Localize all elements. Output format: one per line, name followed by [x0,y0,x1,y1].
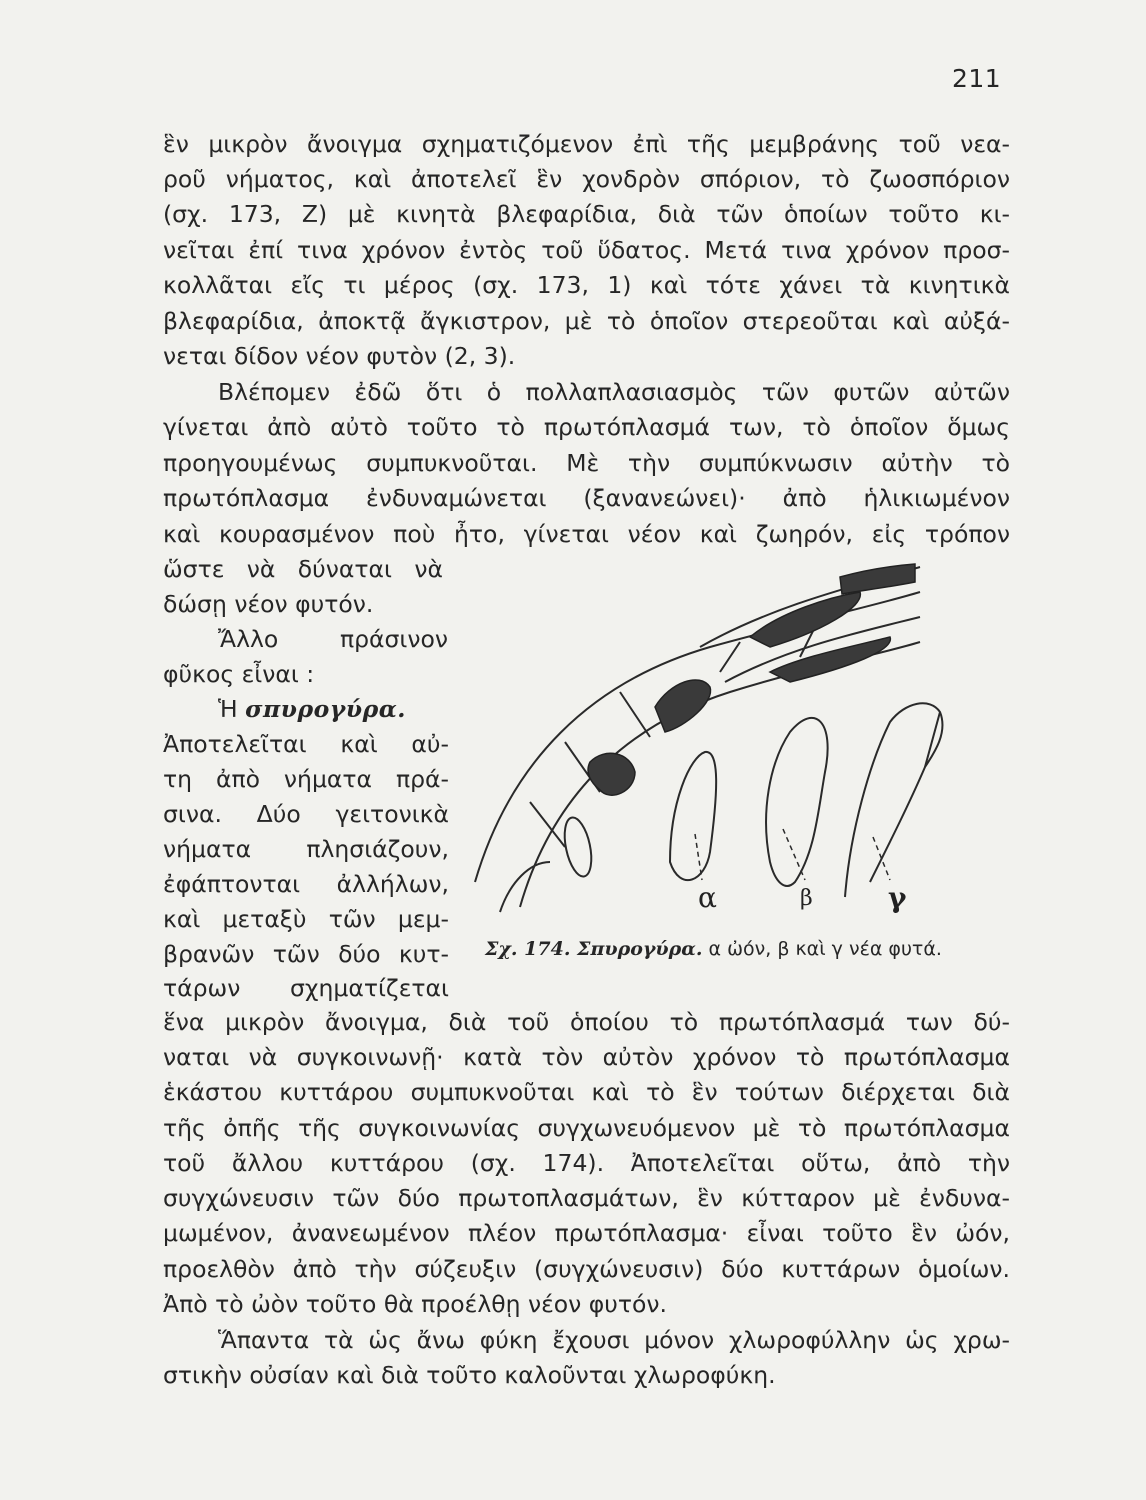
text-line: τοῦ ἄλλου κυττάρου (σχ. 174). Ἀποτελεῖται οὕτω, ἀπὸ τὴν [163,1149,1010,1177]
text-line: σινα. Δύο γειτονικὰ [163,800,449,828]
text-line: γίνεται ἀπὸ αὐτὸ τοῦτο τὸ πρωτόπλασμά των, τὸ ὁποῖον ὅμως [163,413,1010,441]
text-line: Βλέπομεν ἐδῶ ὅτι ὁ πολλαπλασιασμὸς τῶν φυτῶν αὐτῶν [218,378,1010,406]
text-line: καὶ κουρασμένον ποὺ ἦτο, γίνεται νέον καὶ ζωηρόν, εἰς τρόπον [163,520,1010,548]
young-plant-beta [766,718,828,886]
text-line: ἓν μικρὸν ἄνοιγμα σχηματιζόμενον ἐπὶ τῆς μεμβράνης τοῦ νεα- [163,130,1010,158]
text-line: Ἄλλο πράσινον [218,625,448,653]
text-line: στικὴν οὐσίαν καὶ διὰ τοῦτο καλοῦνται χλωροφύκη. [163,1361,776,1389]
text-line: ἕνα μικρὸν ἄνοιγμα, διὰ τοῦ ὁποίου τὸ πρωτόπλασμά των δύ- [163,1008,1010,1036]
text-line: δώσῃ νέον φυτόν. [163,590,374,618]
caption-text: α ὠόν, β καὶ γ νέα φυτά. [708,938,942,960]
protoplasm-mass [840,564,915,594]
text-line: Ἀπὸ τὸ ὠὸν τοῦτο θὰ προέλθῃ νέον φυτόν. [163,1290,667,1318]
text-line: ἑκάστου κυττάρου συμπυκνοῦται καὶ τὸ ἓν τούτων διέρχεται διὰ [163,1078,1010,1106]
figure-label-alpha: α [698,881,717,914]
text-line: τη ἀπὸ νήματα πρά- [163,765,449,793]
text-line: κολλᾶται εἴς τι μέρος (σχ. 173, 1) καὶ τότε χάνει τὰ κινητικὰ [163,271,1010,299]
text-line: Ἅπαντα τὰ ὡς ἄνω φύκη ἔχουσι μόνον χλωροφύλλην ὡς χρω- [218,1326,1010,1354]
zygote-cell [560,815,596,879]
filament-lower-inner [520,642,920,907]
young-plant-gamma [845,703,942,897]
text-line: φῦκος εἶναι : [163,660,315,688]
text-line: τάρων σχηματίζεται [163,974,449,1002]
text-line: προελθὸν ἀπὸ τὴν σύζευξιν (συγχώνευσιν) δύο κυττάρων ὁμοίων. [163,1255,1010,1283]
section-heading [218,692,504,726]
text-line: νεται δίδον νέον φυτὸν (2, 3). [163,342,516,370]
text-line: ροῦ νήματος, καὶ ἀποτελεῖ ἓν χονδρὸν σπόριον, τὸ ζωοσπόριον [163,165,1010,193]
heading-term: σπυρογύρα. [245,695,406,723]
text-line: (σχ. 173, Ζ) μὲ κινητὰ βλεφαρίδια, διὰ τῶν ὁποίων τοῦτο κι- [163,200,1010,228]
text-line: μωμένον, ἀνανεωμένον πλέον πρωτόπλασμα· εἶναι τοῦτο ἓν ὠόν, [163,1219,1010,1247]
spirogyra-figure [470,562,1010,932]
text-line: ἐφάπτονται ἀλλήλων, [163,870,449,898]
text-line: ὥστε νὰ δύναται νὰ [163,555,443,583]
text-line: νεῖται ἐπί τινα χρόνον ἐντὸς τοῦ ὕδατος. Μετά τινα χρόνον προσ- [163,236,1010,264]
figure-label-gamma: γ [888,881,907,914]
text-line: ναται νὰ συγκοινωνῇ· κατὰ τὸν αὐτὸν χρόνον τὸ πρωτόπλασμα [163,1043,1010,1071]
text-line: νήματα πλησιάζουν, [163,835,449,863]
figure-label-beta: β [800,886,813,911]
page-number: 211 [952,64,1002,93]
young-plant-alpha [670,752,716,880]
figure-caption [485,938,942,960]
protoplasm-mass [588,753,635,795]
heading-article: Ἡ [218,695,238,723]
text-line: προηγουμένως συμπυκνοῦται. Μὲ τὴν συμπύκνωσιν αὐτὴν τὸ [163,449,1010,477]
text-line: τῆς ὀπῆς τῆς συγκοινωνίας συγχωνευόμενον μὲ τὸ πρωτόπλασμα [163,1114,1010,1142]
caption-label: Σχ. 174. Σπυρογύρα. [485,938,703,960]
protoplasm-mass [655,680,711,732]
text-line: πρωτόπλασμα ἐνδυναμώνεται (ξανανεώνει)· ἀπὸ ἡλικιωμένον [163,484,1010,512]
text-line: καὶ μεταξὺ τῶν μεμ- [163,905,449,933]
text-line: συγχώνευσιν τῶν δύο πρωτοπλασμάτων, ἓν κύτταρον μὲ ἐνδυνα- [163,1184,1010,1212]
text-line: βρανῶν τῶν δύο κυτ- [163,940,449,968]
protoplasm-mass [770,637,890,682]
text-line: Ἀποτελεῖται καὶ αὐ- [163,730,449,758]
text-line: βλεφαρίδια, ἀποκτᾷ ἄγκιστρον, μὲ τὸ ὁποῖον στερεοῦται καὶ αὐξά- [163,307,1010,335]
